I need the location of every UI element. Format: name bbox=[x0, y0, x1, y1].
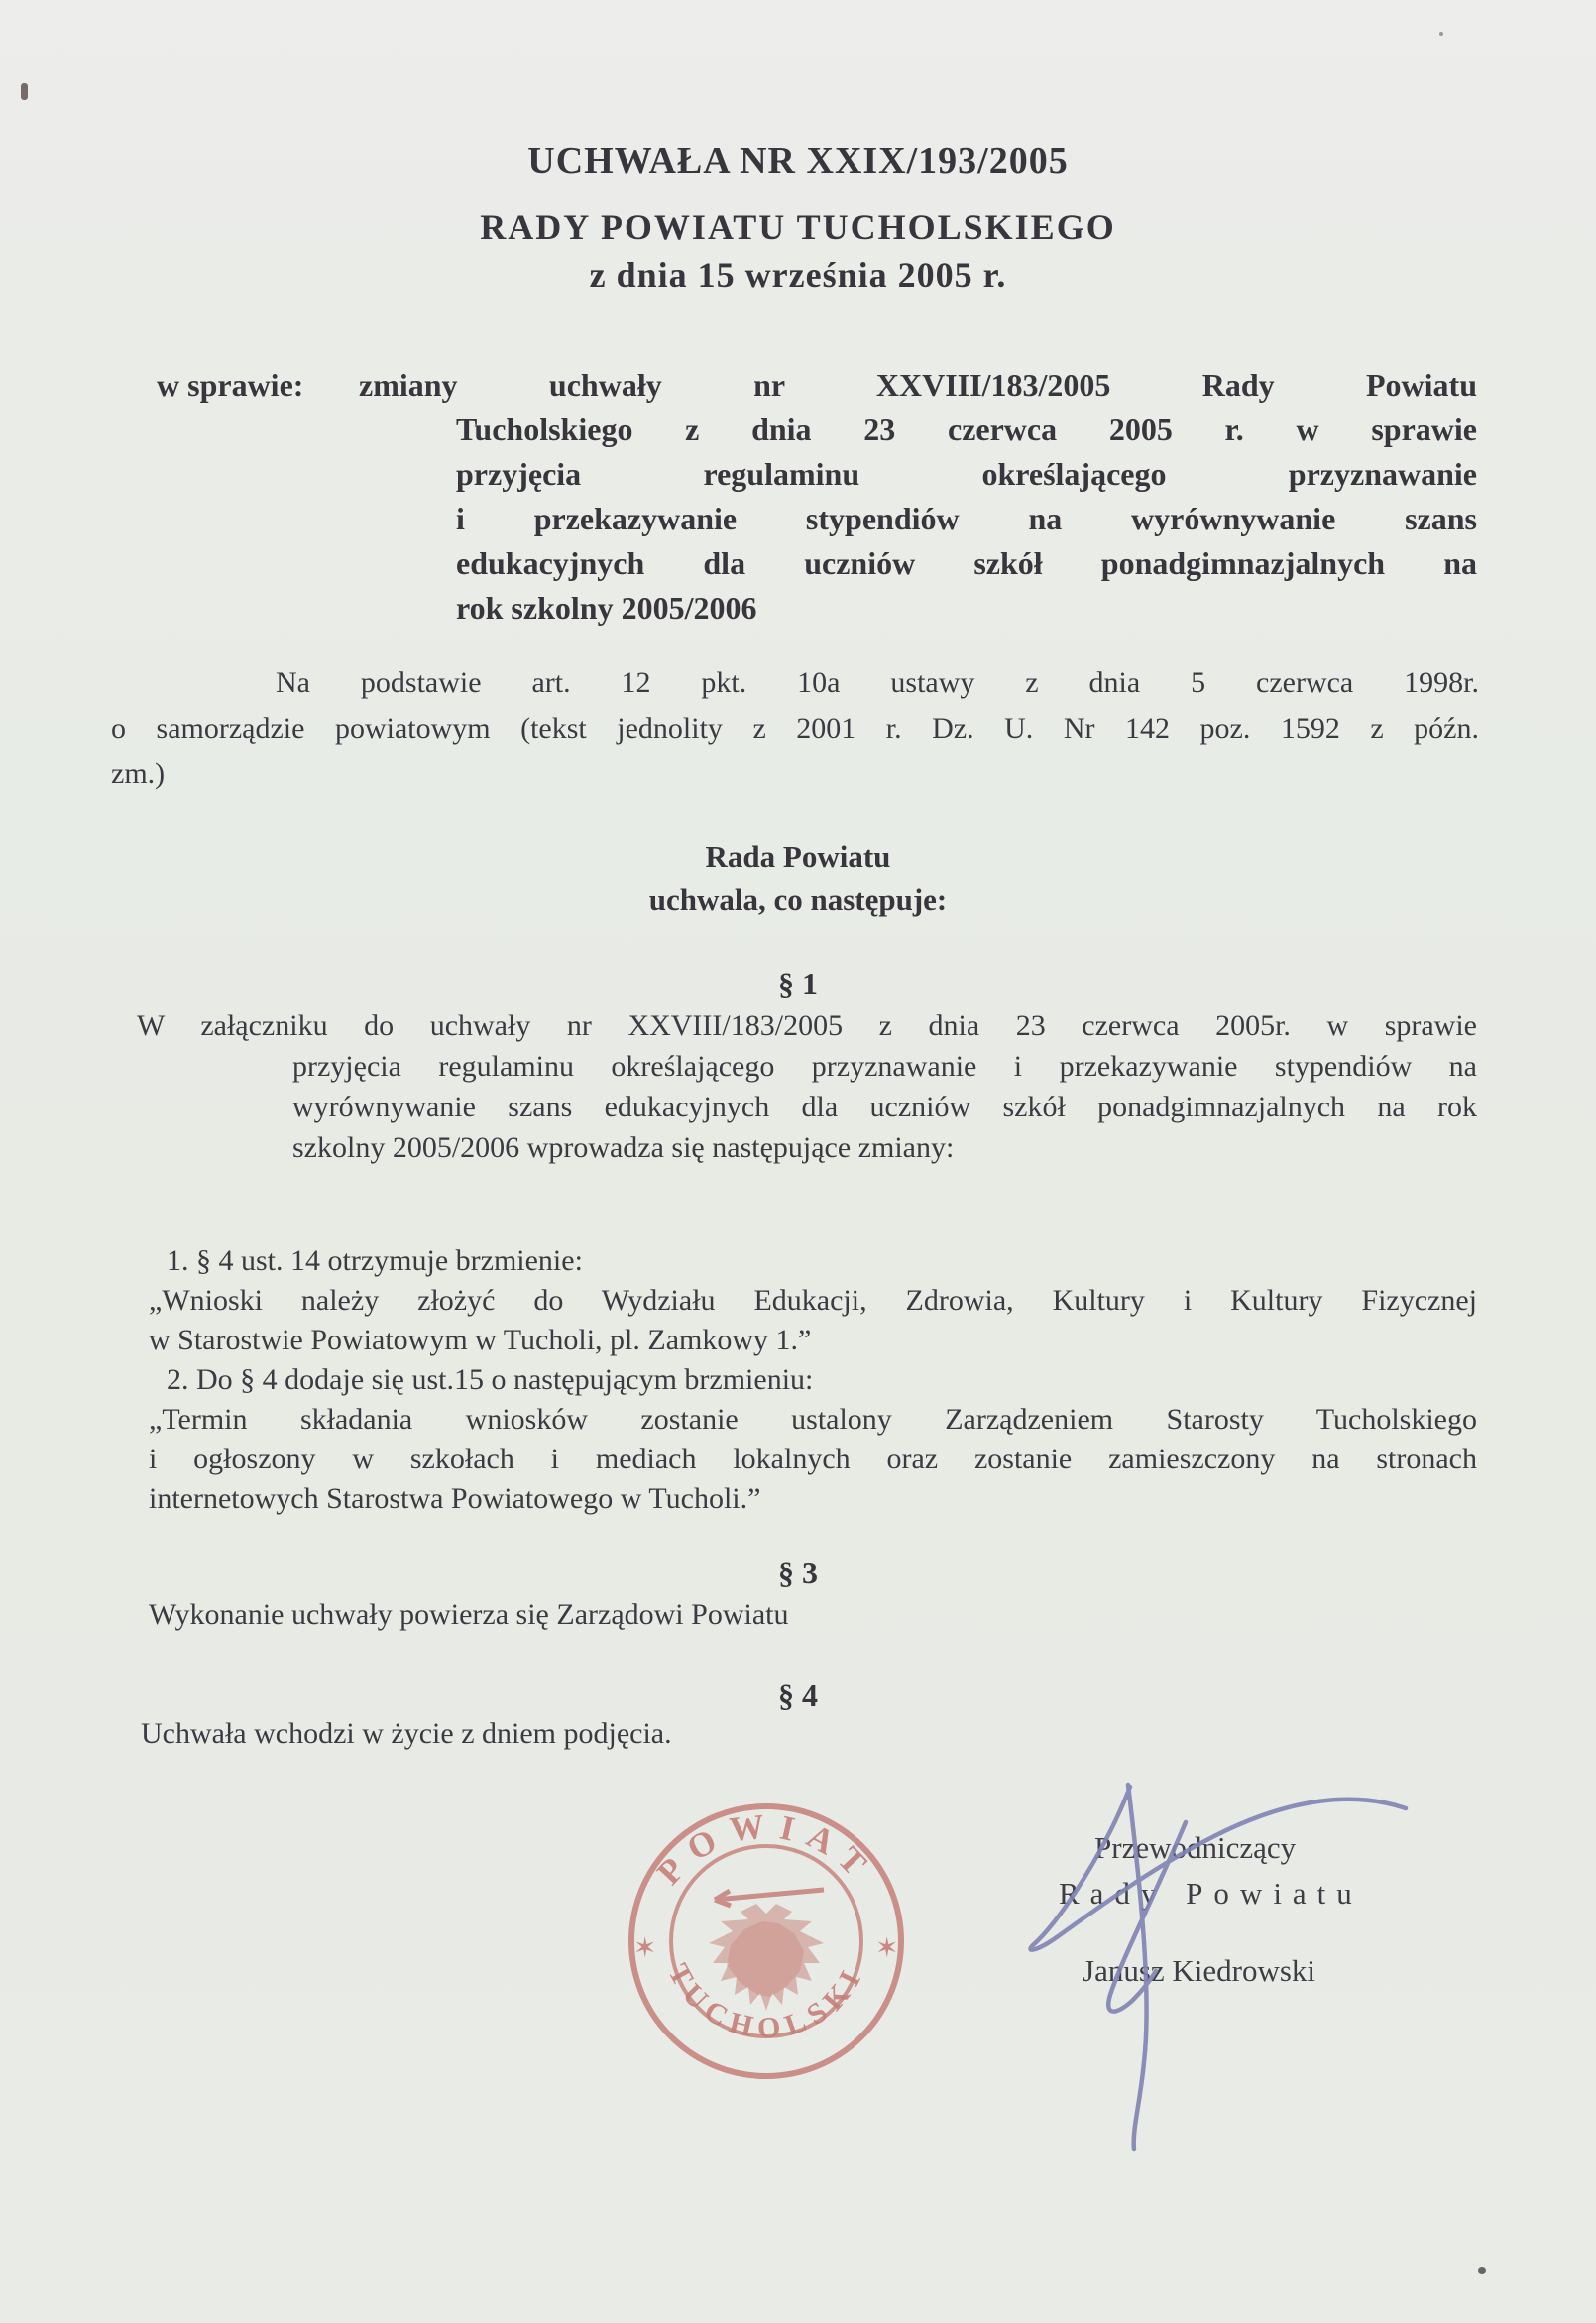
document-title-authority: RADY POWIATU TUCHOLSKIEGO bbox=[480, 207, 1116, 247]
document-title-number: UCHWAŁA NR XXIX/193/2005 bbox=[527, 140, 1069, 181]
legal-basis-paragraph bbox=[111, 660, 1479, 797]
text-line: i przekazywanie stypendiów na wyrównywanie szans bbox=[456, 501, 1477, 536]
text-line: przyjęcia regulaminu określającego przyznawanie i przekazywanie stypendiów na bbox=[292, 1050, 1477, 1083]
scan-artifact-speck bbox=[21, 83, 28, 100]
signatory-role-line1: Przewodniczący bbox=[1094, 1830, 1297, 1865]
seal-bottom-text: TUCHOLSKI bbox=[661, 1958, 871, 2045]
text-line: i ogłoszony w szkołach i mediach lokalnych oraz zostanie zamieszczony na stronach bbox=[149, 1443, 1477, 1475]
document-title-date: z dnia 15 września 2005 r. bbox=[589, 255, 1007, 294]
seal-top-text: POWIAT bbox=[649, 1805, 883, 1893]
text-line: Tucholskiego z dnia 23 czerwca 2005 r. w sprawie bbox=[456, 411, 1477, 447]
text-line: przyjęcia regulaminu określającego przyznawanie bbox=[456, 456, 1477, 492]
subject-label: w sprawie: bbox=[157, 367, 304, 403]
section-4-text: Uchwała wchodzi w życie z dniem podjęcia. bbox=[141, 1717, 672, 1750]
section-1-symbol: § 1 bbox=[778, 966, 818, 1001]
text-line: 1. § 4 ust. 14 otrzymuje brzmienie: bbox=[167, 1244, 583, 1277]
text-line: „Wnioski należy złożyć do Wydziału Edukacji, Zdrowia, Kultury i Kultury Fizycznej bbox=[149, 1284, 1477, 1317]
seal-star-right: ✶ bbox=[875, 1933, 899, 1964]
seal-eagle-emblem bbox=[709, 1890, 824, 2011]
text-line: zm.) bbox=[111, 757, 166, 790]
text-line: o samorządzie powiatowym (tekst jednolity z 2001 r. Dz. U. Nr 142 poz. 1592 z późn. bbox=[111, 712, 1479, 745]
scan-artifact-speck bbox=[1478, 2267, 1486, 2274]
text-line: internetowych Starostwa Powiatowego w Tucholi.” bbox=[149, 1482, 761, 1515]
text-line: W załączniku do uchwały nr XXVIII/183/2005 z dnia 23 czerwca 2005r. w sprawie bbox=[137, 1009, 1477, 1042]
text-line: „Termin składania wniosków zostanie ustalony Zarządzeniem Starosty Tucholskiego bbox=[149, 1403, 1477, 1436]
seal-sword bbox=[715, 1890, 824, 1906]
text-line: edukacyjnych dla uczniów szkół ponadgimnazjalnych na bbox=[456, 545, 1477, 581]
county-seal-stamp bbox=[626, 1800, 907, 2082]
signatory-name: Janusz Kiedrowski bbox=[1083, 1953, 1316, 1988]
resolution-heading-line1: Rada Powiatu bbox=[705, 839, 891, 873]
section-4-symbol: § 4 bbox=[778, 1678, 818, 1713]
amendments-list bbox=[149, 1241, 1477, 1519]
text-line: wyrównywanie szans edukacyjnych dla uczniów szkół ponadgimnazjalnych na rok bbox=[292, 1091, 1477, 1123]
section-3-text: Wykonanie uchwały powierza się Zarządowi Powiatu bbox=[149, 1598, 789, 1631]
text-line: w Starostwie Powiatowym w Tucholi, pl. Zamkowy 1.” bbox=[149, 1324, 812, 1356]
scan-artifact-speck bbox=[1439, 32, 1443, 36]
text-line: Na podstawie art. 12 pkt. 10a ustawy z dnia 5 czerwca 1998r. bbox=[276, 666, 1479, 699]
section-3-symbol: § 3 bbox=[778, 1555, 818, 1590]
subject-paragraph bbox=[359, 363, 1477, 631]
text-line: szkolny 2005/2006 wprowadza się następujące zmiany: bbox=[292, 1131, 955, 1164]
text-line: rok szkolny 2005/2006 bbox=[456, 590, 757, 626]
handwritten-signature bbox=[991, 1725, 1457, 2171]
resolution-heading-line2: uchwala, co następuje: bbox=[648, 882, 948, 917]
seal-star-left: ✶ bbox=[633, 1933, 657, 1964]
text-line: 2. Do § 4 dodaje się ust.15 o następującym brzmieniu: bbox=[167, 1363, 814, 1396]
signatory-role-line2: Rady Powiatu bbox=[1059, 1876, 1363, 1911]
text-line: zmiany uchwały nr XXVIII/183/2005 Rady Powiatu bbox=[359, 367, 1477, 403]
section-1-paragraph bbox=[137, 1005, 1477, 1168]
